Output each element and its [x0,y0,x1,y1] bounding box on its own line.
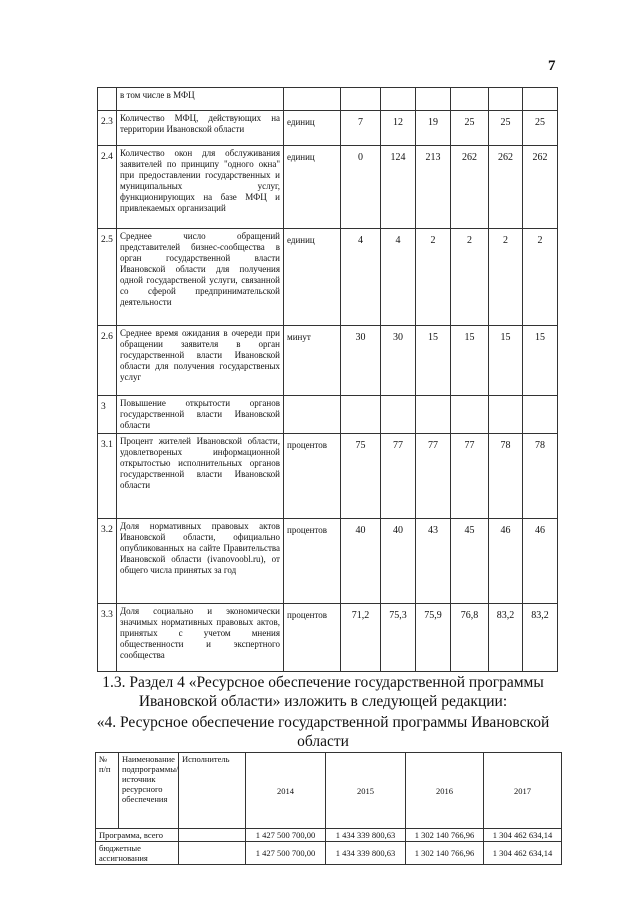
header-year: 2014 [246,753,326,829]
row-value: 2 [523,229,558,326]
row-value: 1 434 339 800,63 [326,829,406,842]
row-value: 1 427 500 700,00 [246,829,326,842]
table-row [98,88,558,111]
row-value: 213 [416,146,451,229]
row-indicator-name: Доля социально и экономически значимых нормативных правовых актов, принятых с учетом мнения общественности и экспертного сообщества [117,604,284,672]
header-executor: Исполнитель [179,753,246,829]
row-value: 77 [416,434,451,519]
page-number: 7 [548,58,556,74]
row-unit: единиц [284,146,341,229]
row-value [416,88,451,111]
row-value: 45 [451,519,489,604]
row-value [341,88,381,111]
row-number: 3 [98,396,117,434]
row-unit [284,396,341,434]
row-number: 3.1 [98,434,117,519]
row-value: 40 [341,519,381,604]
table-row [98,146,558,229]
row-value [381,88,416,111]
row-name: Программа, всего [96,829,179,842]
row-indicator-name: Среднее время ожидания в очереди при обращении заявителя в орган государственной власти Ивановской области для получения государственых услуг [117,326,284,396]
row-value: 83,2 [489,604,523,672]
row-value: 71,2 [341,604,381,672]
row-value: 25 [523,111,558,146]
row-value: 46 [489,519,523,604]
row-value: 30 [381,326,416,396]
row-value: 25 [451,111,489,146]
row-unit: процентов [284,434,341,519]
row-indicator-name: Процент жителей Ивановской области, удовлетвореных информационной открытостью исполнительных органов государственной власти Ивановской области [117,434,284,519]
row-value: 25 [489,111,523,146]
table-row [98,229,558,326]
header-year: 2015 [326,753,406,829]
resource-table [95,752,562,865]
row-value: 15 [416,326,451,396]
table-row [98,434,558,519]
row-value: 15 [489,326,523,396]
row-number: 3.2 [98,519,117,604]
row-value: 1 302 140 766,96 [406,829,484,842]
row-unit: минут [284,326,341,396]
row-number: 3.3 [98,604,117,672]
row-unit: процентов [284,604,341,672]
row-value: 1 427 500 700,00 [246,842,326,865]
row-number: 2.3 [98,111,117,146]
table-row [96,842,562,865]
row-unit [284,88,341,111]
table-row [98,111,558,146]
table-row [98,604,558,672]
table-row [98,519,558,604]
row-value: 76,8 [451,604,489,672]
row-value: 78 [523,434,558,519]
indicators-table [97,87,558,672]
row-name: бюджетные ассигнования [96,842,179,865]
row-value: 2 [489,229,523,326]
row-value [341,396,381,434]
row-executor [179,829,246,842]
row-value [451,396,489,434]
row-number: 2.6 [98,326,117,396]
row-value: 1 304 462 634,14 [484,842,562,865]
row-value: 1 304 462 634,14 [484,829,562,842]
row-value: 262 [489,146,523,229]
row-value: 0 [341,146,381,229]
row-value: 15 [451,326,489,396]
row-indicator-name: Количество окон для обслуживания заявителей по принципу "одного окна" при предоставлении государственных и муниципальных услуг, функционирующих на базе МФЦ и привлекаемых организаций [117,146,284,229]
section-4-heading: «4. Ресурсное обеспечение государственной программы Ивановской области [96,714,550,750]
row-value: 40 [381,519,416,604]
row-value: 4 [381,229,416,326]
row-unit: единиц [284,111,341,146]
row-value: 7 [341,111,381,146]
row-value: 77 [381,434,416,519]
row-value: 75,9 [416,604,451,672]
row-number: 2.4 [98,146,117,229]
row-value [381,396,416,434]
row-value: 46 [523,519,558,604]
row-executor [179,842,246,865]
row-indicator-name: Среднее число обращений представителей бизнес-сообщества в орган государственной власти Ивановской области для получения одной государственой услуги, связанной со сферой предпринимательской деятельности [117,229,284,326]
row-value: 77 [451,434,489,519]
row-value: 1 302 140 766,96 [406,842,484,865]
row-number: 2.5 [98,229,117,326]
row-indicator-name: Количество МФЦ, действующих на территории Ивановской области [117,111,284,146]
row-value: 15 [523,326,558,396]
row-value: 19 [416,111,451,146]
row-indicator-name: Доля нормативных правовых актов Ивановской области, официально опубликованных на сайте Правительства Ивановской области (ivanovoobl.ru), от общего числа принятых за год [117,519,284,604]
row-number [98,88,117,111]
header-num: № п/п [96,753,119,829]
row-value: 43 [416,519,451,604]
paragraph-section-4-intro: 1.3. Раздел 4 «Ресурсное обеспечение государственной программы Ивановской области» изложить в следующей редакции: [102,674,544,710]
row-indicator-name: Повышение открытости органов государственной власти Ивановской области [117,396,284,434]
row-value: 124 [381,146,416,229]
row-value: 75 [341,434,381,519]
row-value: 2 [451,229,489,326]
row-value [523,396,558,434]
row-indicator-name: в том числе в МФЦ [117,88,284,111]
row-value [451,88,489,111]
row-value: 83,2 [523,604,558,672]
row-value [523,88,558,111]
row-unit: процентов [284,519,341,604]
row-value: 4 [341,229,381,326]
row-value: 262 [523,146,558,229]
header-name: Наименование подпрограммы/ источник ресурсного обеспечения [119,753,179,829]
row-value: 30 [341,326,381,396]
row-unit: единиц [284,229,341,326]
header-year: 2016 [406,753,484,829]
row-value [489,396,523,434]
table-row [96,829,562,842]
row-value: 75,3 [381,604,416,672]
table-row [98,396,558,434]
header-row [96,753,562,829]
row-value: 2 [416,229,451,326]
row-value: 12 [381,111,416,146]
row-value [416,396,451,434]
row-value: 1 434 339 800,63 [326,842,406,865]
header-year: 2017 [484,753,562,829]
row-value [489,88,523,111]
row-value: 262 [451,146,489,229]
table-row [98,326,558,396]
row-value: 78 [489,434,523,519]
